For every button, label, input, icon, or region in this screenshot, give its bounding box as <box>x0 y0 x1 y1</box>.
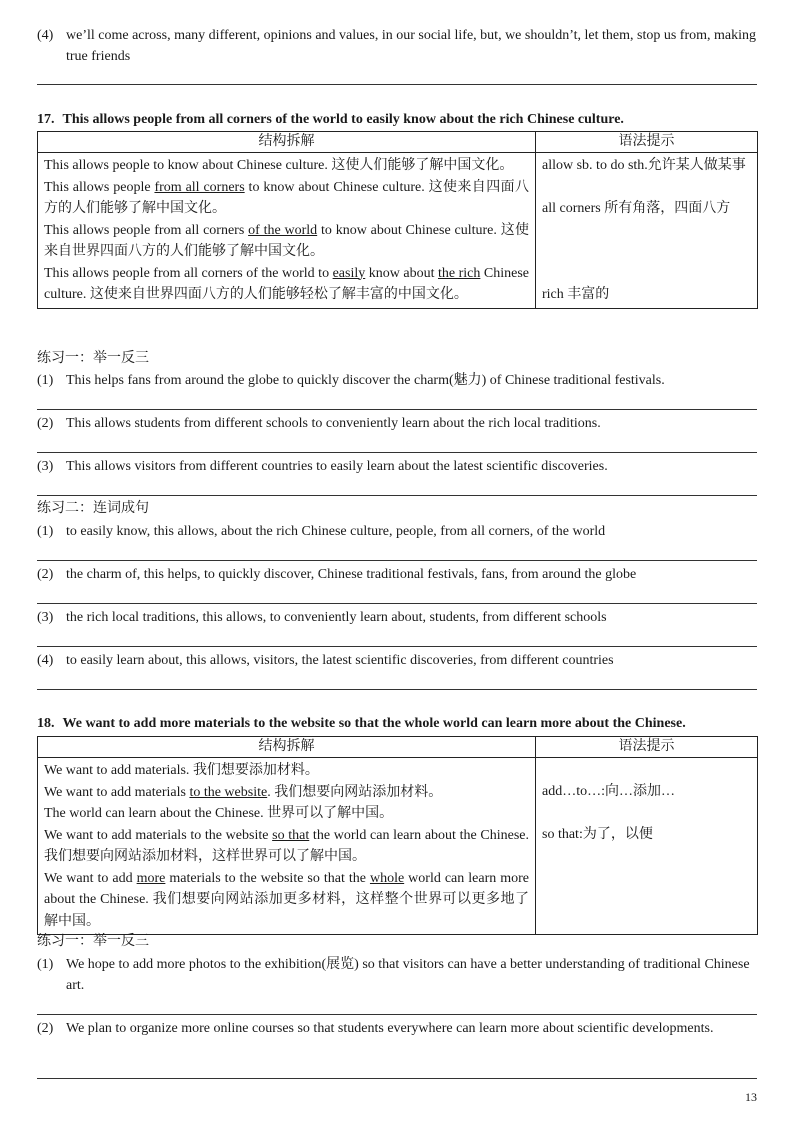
structure-row: We want to add materials. 我们想要添加材料。 <box>44 763 319 778</box>
item-number: (4) <box>37 28 54 43</box>
answer-line <box>37 409 757 410</box>
structure-row: This allows people to know about Chinese culture. 这使人们能够了解中国文化。 <box>44 158 514 173</box>
structure-row: This allows people from all corners of the world to know about Chinese culture. 这使来自世界四面八方的人们能够了解中国文化。 <box>44 222 530 259</box>
practice-label-2: 练习二：连词成句 <box>37 501 149 516</box>
exercise-item <box>37 25 757 67</box>
answer-line <box>37 689 757 690</box>
answer-line <box>37 560 757 561</box>
exercise-item: (3) the rich local traditions, this allows, to conveniently learn about, students, from different schools <box>37 610 607 625</box>
header-structure: 结构拆解 <box>38 132 536 153</box>
item-text: we’ll come across, many different, opinions and values, in our social life, but, we shouldn’t, let them, stop us from, making true friends <box>66 28 757 64</box>
answer-line <box>37 452 757 453</box>
grammar-hint: rich 丰富的 <box>542 287 610 302</box>
structure-row: We want to add materials to the website. 我们想要向网站添加材料。 <box>44 784 443 800</box>
structure-table-17 <box>37 131 758 309</box>
structure-row: This allows people from all corners to know about Chinese culture. 这使来自四面八方的人们能够了解中国文化。 <box>44 179 529 216</box>
section-sentence: We want to add more materials to the website so that the whole world can learn more about the Chinese. <box>62 716 686 731</box>
page-number: 13 <box>745 1090 757 1104</box>
header-structure: 结构拆解 <box>38 737 536 758</box>
grammar-hint: all corners 所有角落，四面八方 <box>542 201 731 216</box>
section-title-18 <box>37 716 686 732</box>
practice-label-1: 练习一：举一反三 <box>37 934 149 949</box>
exercise-item: (2) We plan to organize more online courses so that students everywhere can learn more about scientific developments. <box>37 1021 714 1036</box>
exercise-item: (4) to easily learn about, this allows, visitors, the latest scientific discoveries, from different countries <box>37 653 614 668</box>
structure-row: We want to add more materials to the website so that the whole world can learn more about the Chinese. 我们想要向网站添加更多材料，这样整个世界可以更多地了解中国。 <box>44 870 530 929</box>
practice-label-1: 练习一：举一反三 <box>37 351 149 366</box>
grammar-cell <box>536 153 758 309</box>
section-sentence: This allows people from all corners of the world to easily know about the rich Chinese culture. <box>62 112 624 127</box>
answer-line <box>37 495 757 496</box>
exercise-item: (1) We hope to add more photos to the exhibition(展览) so that visitors can have a better understanding of traditional Chinese art. <box>37 957 750 993</box>
exercise-item: (1) This helps fans from around the globe to quickly discover the charm(魅力) of Chinese traditional festivals. <box>37 373 665 388</box>
answer-line <box>37 603 757 604</box>
structure-row: This allows people from all corners of the world to easily know about the rich Chinese culture. 这使来自世界四面八方的人们能够轻松了解丰富的中国文化。 <box>44 265 530 302</box>
exercise-item: (1) to easily know, this allows, about the rich Chinese culture, people, from all corners, of the world <box>37 524 606 539</box>
answer-line <box>37 1078 757 1079</box>
grammar-cell <box>536 758 758 935</box>
exercise-item: (3) This allows visitors from different countries to easily learn about the latest scientific discoveries. <box>37 459 608 474</box>
section-number: 18. <box>37 716 55 731</box>
exercise-item: (2) the charm of, this helps, to quickly discover, Chinese traditional festivals, fans, from around the globe <box>37 567 637 582</box>
exercise-item: (2) This allows students from different schools to conveniently learn about the rich local traditions. <box>37 416 601 431</box>
structure-table-18 <box>37 736 758 935</box>
section-number: 17. <box>37 112 55 127</box>
answer-line <box>37 84 757 85</box>
header-grammar: 语法提示 <box>536 737 758 758</box>
structure-cell <box>38 153 536 309</box>
header-grammar: 语法提示 <box>536 132 758 153</box>
section-title-17 <box>37 112 624 128</box>
structure-cell <box>38 758 536 935</box>
grammar-hint: allow sb. to do sth.允许某人做某事 <box>542 158 746 173</box>
structure-row: We want to add materials to the website so that the world can learn about the Chinese. 我们想要向网站添加材料，这样世界可以了解中国。 <box>44 827 529 864</box>
grammar-hint: so that:为了，以便 <box>542 827 653 842</box>
answer-line <box>37 646 757 647</box>
grammar-hint: add…to…:向…添加… <box>542 784 675 799</box>
answer-line <box>37 1014 757 1015</box>
structure-row: The world can learn about the Chinese. 世界可以了解中国。 <box>44 806 394 821</box>
